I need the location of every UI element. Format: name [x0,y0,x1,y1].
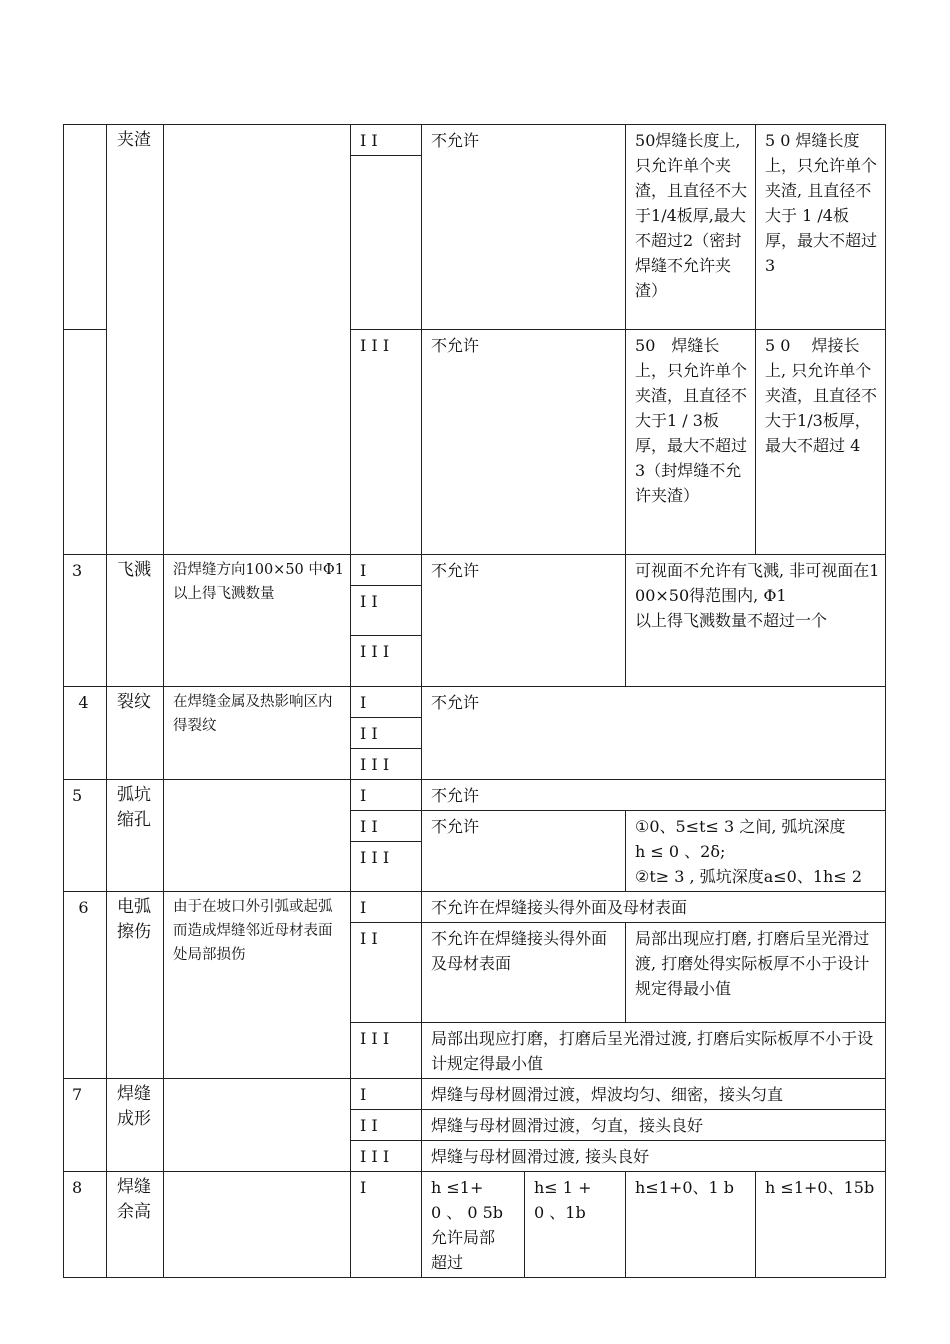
standard-cell: 焊缝与母材圆滑过渡, 接头良好 [422,1141,886,1172]
limit-cell: h ≤1+0、15b [756,1172,886,1278]
standard-cell: 不允许 [422,811,626,892]
table-row [64,780,886,811]
quality-level-cell: I [351,1079,422,1110]
limit-cell: 50 焊缝长上，只允许单个夹渣，且直径不大于1 / 3板厚，最大不超过3（封焊缝不允许夹渣） [626,330,756,555]
note-cell: 可视面不允许有飞溅, 非可视面在100×50得范围内, Φ1 以上得飞溅数量不超过一个 [626,555,886,687]
item-number-cell: 4 [64,687,107,780]
defect-description-cell: 沿焊缝方向100×50 中Φ1以上得飞溅数量 [164,555,351,687]
item-number-cell: 7 [64,1079,107,1172]
item-number-cell [64,125,107,330]
limit-cell: h≤ 1 + 0 、1b [525,1172,626,1278]
weld-quality-table [63,124,886,1278]
quality-level-cell: I [351,892,422,923]
standard-cell: 不允许 [422,125,626,330]
item-number-cell: 8 [64,1172,107,1278]
note-cell: ①0、5≤t≤ 3 之间, 弧坑深度 h ≤ 0 、2δ; ②t≥ 3 , 弧坑深度a≤0、1h≤ 2 [626,811,886,892]
quality-level-cell: I I I [351,749,422,780]
quality-level-cell: I I I [351,330,422,555]
quality-level-cell [351,156,422,330]
defect-name-cell: 夹渣 [107,125,164,555]
table-row [64,892,886,923]
limit-cell: 5 0 焊缝长度上，只允许单个夹渣, 且直径不大于 1 /4板厚，最大不超过 3 [756,125,886,330]
limit-cell: 5 0 焊接长上, 只允许单个夹渣，且直径不大于1/3板厚，最大不超过 4 [756,330,886,555]
defect-description-cell [164,780,351,892]
defect-description-cell: 由于在坡口外引弧或起弧而造成焊缝邻近母材表面处局部损伤 [164,892,351,1079]
quality-level-cell: I I I [351,636,422,687]
standard-cell: 不允许在焊缝接头得外面及母材表面 [422,892,886,923]
quality-level-cell: I I [351,125,422,156]
quality-level-cell: I [351,1172,422,1278]
table-row [64,1172,886,1278]
quality-level-cell: I I I [351,1023,422,1079]
table-row [64,687,886,718]
quality-level-cell: I [351,687,422,718]
quality-level-cell: I [351,780,422,811]
quality-level-cell: I [351,555,422,586]
note-cell: 局部出现应打磨, 打磨后呈光滑过渡, 打磨处得实际板厚不小于设计规定得最小值 [626,923,886,1023]
quality-level-cell: I I [351,718,422,749]
defect-description-cell [164,1172,351,1278]
standard-cell: 不允许在焊缝接头得外面及母材表面 [422,923,626,1023]
quality-level-cell: I I I [351,842,422,892]
defect-name-cell: 弧坑 缩孔 [107,780,164,892]
quality-level-cell: I I [351,811,422,842]
standard-cell: 焊缝与母材圆滑过渡，匀直，接头良好 [422,1110,886,1141]
standard-cell: 焊缝与母材圆滑过渡，焊波均匀、细密，接头匀直 [422,1079,886,1110]
standard-cell: 不允许 [422,687,886,780]
item-number-cell [64,330,107,555]
standard-cell: 不允许 [422,330,626,555]
table-row [64,125,886,156]
item-number-cell: 3 [64,555,107,687]
quality-level-cell: I I [351,1110,422,1141]
table-row [64,555,886,586]
defect-description-cell [164,125,351,555]
defect-name-cell: 裂纹 [107,687,164,780]
quality-level-cell: I I I [351,1141,422,1172]
defect-description-cell: 在焊缝金属及热影响区内得裂纹 [164,687,351,780]
item-number-cell: 5 [64,780,107,892]
defect-name-cell: 焊缝 余高 [107,1172,164,1278]
defect-name-cell: 电弧 擦伤 [107,892,164,1079]
defect-name-cell: 焊缝 成形 [107,1079,164,1172]
defect-description-cell [164,1079,351,1172]
limit-cell: 50焊缝长度上,只允许单个夹渣，且直径不大于1/4板厚,最大不超过2（密封焊缝不允许夹渣） [626,125,756,330]
standard-cell: 不允许 [422,555,626,687]
limit-cell: h≤1+0、1 b [626,1172,756,1278]
item-number-cell: 6 [64,892,107,1079]
defect-name-cell: 飞溅 [107,555,164,687]
limit-cell: h ≤1+ 0 、 0 5b 允许局部 超过 [422,1172,525,1278]
quality-level-cell: I I [351,923,422,1023]
standard-cell: 不允许 [422,780,886,811]
standard-cell: 局部出现应打磨，打磨后呈光滑过渡, 打磨后实际板厚不小于设计规定得最小值 [422,1023,886,1079]
table-row [64,1079,886,1110]
quality-level-cell: I I [351,586,422,636]
